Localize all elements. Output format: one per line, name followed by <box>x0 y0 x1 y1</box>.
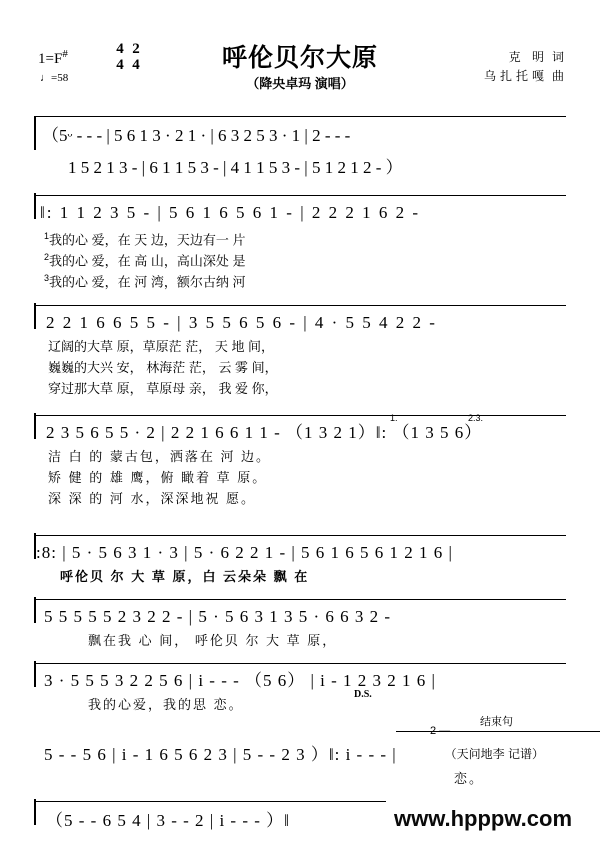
score-header <box>0 0 600 110</box>
ds-marking: D.S. <box>354 689 372 700</box>
verse-3-lyric-2: 矫 健 的 雄 鹰，俯 瞰着 草 原。 <box>48 470 268 485</box>
chorus-system-3 <box>34 659 566 715</box>
verse-number-3: 3 <box>44 273 50 283</box>
verse-system-3 <box>34 411 566 509</box>
intro-line-2: 1 5 2 1 3 - | 6 1 1 5 3 - | 4 1 1 5 3 - | 5 1 2 1 2 - ） <box>68 158 403 177</box>
credit-lyricist: 克 明 词 <box>508 50 564 64</box>
verse-3-lyric-1: 洁 白 的 蒙古包，洒落在 河 边。 <box>48 449 272 464</box>
verse-3-notes: 2 3 5 6 5 5 · 2 | 2 2 1 6 6 1 1 - （1 3 2 1）‖: （1 3 5 6） <box>46 423 483 442</box>
verse-1-lyric-1: $^1$我的心 爱，在 天 边，天边有一 片 <box>44 231 246 248</box>
verse-2-lyric-3: 穿过那大草 原， 草原母 亲， 我 爱 你， <box>48 381 278 396</box>
time-signature-2: 2 4 <box>132 41 140 73</box>
key-signature-text: 1=F <box>38 51 63 67</box>
page-title: 呼伦贝尔大原 <box>221 44 378 72</box>
chorus-4-lyric: 恋。 <box>454 771 485 786</box>
verse-2-lyric-2: 巍巍的大兴 安， 林海茫 茫， 云 雾 间， <box>48 360 278 375</box>
chorus-1-notes: :8: | 5 · 5 6 3 1 · 3 | 5 · 6 2 2 1 - | 5 6 1 6 5 6 1 2 1 6 | <box>36 543 453 562</box>
transcriber-credit: （天问地李 记谱） <box>444 747 544 761</box>
chorus-system-2 <box>34 595 566 651</box>
verse-3-lyric-3: 深 深 的 河 水，深深地祝 愿。 <box>48 491 257 506</box>
chorus-3-notes: 3 · 5 5 5 3 2 2 5 6 | i - - - （5 6） | i - 1 2 3 2 1 6 | <box>44 671 436 690</box>
credit-composer: 乌扎托嘎 曲 <box>483 68 564 83</box>
verse-1-notes: ‖: 1 1 2 3 5 - | 5 6 1 6 5 6 1 - | 2 2 2 1 6 2 - <box>40 203 421 222</box>
chorus-2-notes: 5 5 5 5 5 2 3 2 2 - | 5 · 5 6 3 1 3 5 · 6 6 3 2 - <box>44 607 392 626</box>
verse-2-notes: 2 2 1 6 6 5 5 - | 3 5 5 6 5 6 - | 4 · 5 5 4 2 2 - <box>46 313 437 332</box>
key-sharp: # <box>62 48 68 60</box>
ending-phrase-label: 结束句 <box>480 716 513 728</box>
volta-2-label: 2.3. <box>468 413 484 423</box>
tempo-marking: ♩=58 <box>40 72 69 84</box>
chorus-1-lyric: 呼伦贝 尔 大 草 原，白 云朵朵 飘 在 <box>60 569 310 584</box>
chorus-2-lyric: 飘在我 心 间， 呼伦贝 尔 大 草 原， <box>88 633 338 648</box>
verse-1-lyric-2: $^2$我的心 爱，在 高 山，高山深处 是 <box>44 252 246 269</box>
volta-1-label: 1. <box>390 413 398 423</box>
time-signature-1: 4 4 <box>116 41 124 73</box>
verse-number-1: 1 <box>44 231 50 241</box>
chorus-system-1 <box>34 531 566 587</box>
ending-volta-number: 2 — <box>430 725 451 737</box>
verse-system-2 <box>34 301 566 399</box>
coda-notes: （5 - - 6 5 4 | 3 - - 2 | i - - - ）‖ <box>46 811 290 830</box>
verse-2-lyric-1: 辽阔的大草 原，草原茫 茫， 天 地 间， <box>48 339 275 354</box>
credits <box>484 48 564 85</box>
verse-number-2: 2 <box>44 252 50 262</box>
chorus-3-lyric: 我的心爱，我的思 恋。 <box>88 697 244 712</box>
performer-subtitle: （降央卓玛 演唱） <box>246 76 354 91</box>
site-watermark: www.hpppw.com <box>393 806 572 831</box>
intro-line-1: （5ᵕ - - - | 5 6 1 3 · 2 1 · | 6 3 2 5 3 · 1 | 2 - - - <box>42 126 351 145</box>
intro-system <box>34 112 566 181</box>
verse-1-lyric-3: $^3$我的心 爱，在 河 湾，额尔古纳 河 <box>44 273 246 290</box>
chorus-4-notes: 5 - - 5 6 | i - 1 6 5 6 2 3 | 5 - - 2 3 ）‖: i - - - | <box>44 745 397 764</box>
verse-system-1 <box>34 191 566 289</box>
